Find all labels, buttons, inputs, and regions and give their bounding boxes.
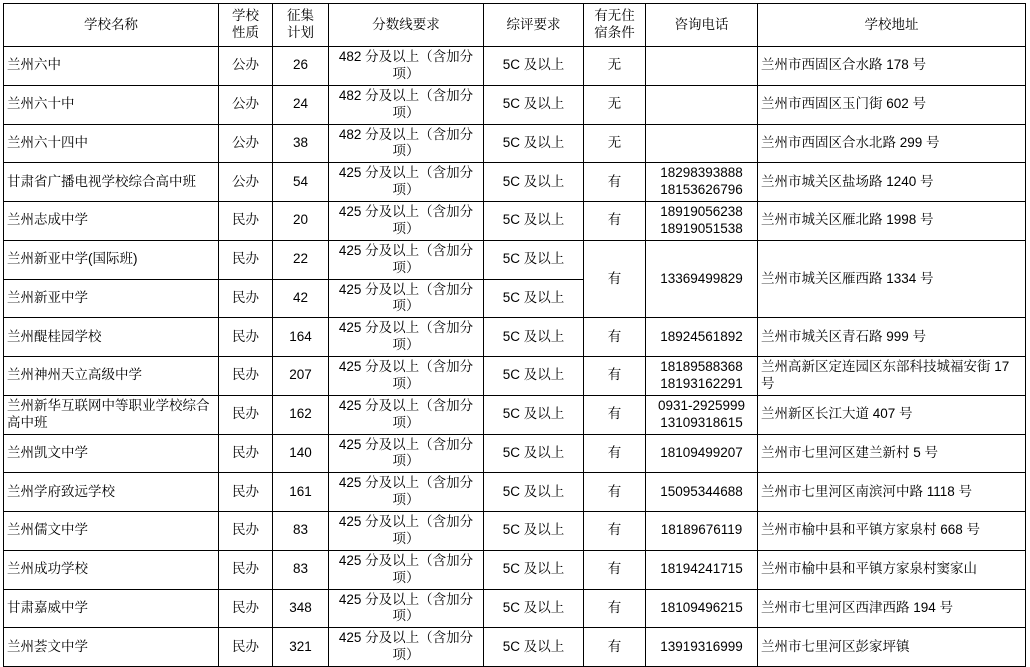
cell-score: 425 分及以上（含加分项） [329,163,484,202]
cell-phone: 13919316999 [646,628,758,667]
cell-plan: 42 [273,279,329,318]
table-row [4,202,1026,241]
cell-school-name: 兰州新华互联网中等职业学校综合高中班 [4,395,219,434]
cell-score: 425 分及以上（含加分项） [329,202,484,241]
cell-school-type: 民办 [219,589,273,628]
cell-school-name: 兰州新亚中学 [4,279,219,318]
cell-school-type: 民办 [219,628,273,667]
cell-eval: 5C 及以上 [484,124,584,163]
cell-phone [646,163,758,202]
cell-eval: 5C 及以上 [484,279,584,318]
cell-address: 兰州市榆中县和平镇方家泉村 668 号 [758,512,1026,551]
cell-plan: 161 [273,473,329,512]
phone-line-2: 18153626796 [660,182,743,198]
cell-school-type: 民办 [219,318,273,357]
cell-school-type: 民办 [219,395,273,434]
cell-eval: 5C 及以上 [484,85,584,124]
cell-school-type: 民办 [219,512,273,551]
cell-dormitory: 有 [584,589,646,628]
table-row [4,473,1026,512]
cell-phone: 18109496215 [646,589,758,628]
cell-school-name: 兰州神州天立高级中学 [4,357,219,396]
cell-dormitory: 有 [584,395,646,434]
cell-address: 兰州市七里河区建兰新村 5 号 [758,434,1026,473]
cell-eval: 5C 及以上 [484,550,584,589]
cell-plan: 140 [273,434,329,473]
cell-address: 兰州高新区定连园区东部科技城福安街 17 号 [758,357,1026,396]
cell-address: 兰州市七里河区彭家坪镇 [758,628,1026,667]
cell-school-type: 民办 [219,279,273,318]
cell-eval: 5C 及以上 [484,589,584,628]
cell-score: 482 分及以上（含加分项） [329,47,484,86]
cell-school-type: 公办 [219,47,273,86]
school-enrollment-table [3,3,1026,667]
header-dormitory-line1: 有无住 [594,8,635,24]
phone-line-1: 0931-2925999 [657,397,746,413]
cell-eval: 5C 及以上 [484,473,584,512]
cell-score: 425 分及以上（含加分项） [329,279,484,318]
table-row [4,163,1026,202]
cell-dormitory: 有 [584,628,646,667]
header-plan-line1: 征集 [287,8,314,24]
cell-address: 兰州新区长江大道 407 号 [758,395,1026,434]
header-school-name: 学校名称 [4,4,219,47]
cell-score: 425 分及以上（含加分项） [329,434,484,473]
cell-dormitory: 有 [584,473,646,512]
cell-school-type: 民办 [219,357,273,396]
cell-phone [646,357,758,396]
cell-school-type: 民办 [219,240,273,279]
cell-address: 兰州市七里河区西津西路 194 号 [758,589,1026,628]
cell-school-type: 公办 [219,163,273,202]
header-school-type-line2: 性质 [232,25,259,40]
table-header-row [4,4,1026,47]
header-plan [273,4,329,47]
header-phone: 咨询电话 [646,4,758,47]
cell-plan: 321 [273,628,329,667]
table-row [4,318,1026,357]
cell-address: 兰州市城关区盐场路 1240 号 [758,163,1026,202]
cell-dormitory: 有 [584,163,646,202]
cell-eval: 5C 及以上 [484,318,584,357]
cell-score: 425 分及以上（含加分项） [329,550,484,589]
cell-address-merged: 兰州市城关区雁西路 1334 号 [758,240,1026,318]
cell-phone: 18189676119 [646,512,758,551]
cell-plan: 22 [273,240,329,279]
cell-school-type: 民办 [219,473,273,512]
phone-line-1: 18919056238 [660,204,743,219]
table-row [4,512,1026,551]
cell-school-name: 兰州儒文中学 [4,512,219,551]
cell-eval: 5C 及以上 [484,512,584,551]
cell-eval: 5C 及以上 [484,163,584,202]
cell-dormitory: 有 [584,357,646,396]
header-school-type [219,4,273,47]
cell-phone [646,395,758,434]
table-row [4,434,1026,473]
cell-plan: 54 [273,163,329,202]
cell-dormitory: 有 [584,550,646,589]
cell-eval: 5C 及以上 [484,240,584,279]
cell-dormitory: 无 [584,85,646,124]
table-row [4,395,1026,434]
cell-plan: 83 [273,550,329,589]
cell-score: 482 分及以上（含加分项） [329,85,484,124]
cell-address: 兰州市西固区合水北路 299 号 [758,124,1026,163]
cell-phone [646,47,758,86]
cell-score: 425 分及以上（含加分项） [329,512,484,551]
cell-plan: 207 [273,357,329,396]
cell-dormitory: 有 [584,434,646,473]
cell-score: 425 分及以上（含加分项） [329,395,484,434]
header-plan-line2: 计划 [287,25,314,40]
cell-eval: 5C 及以上 [484,434,584,473]
table-row [4,47,1026,86]
cell-dormitory: 有 [584,318,646,357]
cell-dormitory: 无 [584,47,646,86]
table-row [4,589,1026,628]
cell-school-name: 兰州六十四中 [4,124,219,163]
cell-score: 425 分及以上（含加分项） [329,240,484,279]
cell-dormitory: 有 [584,512,646,551]
header-address: 学校地址 [758,4,1026,47]
table-row [4,85,1026,124]
header-score-requirement: 分数线要求 [329,4,484,47]
cell-phone [646,202,758,241]
cell-dormitory-merged: 有 [584,240,646,318]
cell-school-type: 民办 [219,550,273,589]
cell-address: 兰州市西固区玉门街 602 号 [758,85,1026,124]
cell-school-type: 公办 [219,124,273,163]
cell-plan: 20 [273,202,329,241]
cell-score: 425 分及以上（含加分项） [329,357,484,396]
cell-eval: 5C 及以上 [484,395,584,434]
cell-score: 425 分及以上（含加分项） [329,473,484,512]
cell-score: 425 分及以上（含加分项） [329,628,484,667]
cell-school-name: 兰州成功学校 [4,550,219,589]
table-row [4,357,1026,396]
cell-plan: 164 [273,318,329,357]
cell-phone: 18194241715 [646,550,758,589]
cell-phone [646,85,758,124]
cell-school-name: 兰州凯文中学 [4,434,219,473]
cell-school-name: 兰州学府致远学校 [4,473,219,512]
header-dormitory-line2: 宿条件 [594,25,635,40]
table-row [4,240,1026,279]
cell-plan: 83 [273,512,329,551]
cell-phone-merged: 13369499829 [646,240,758,318]
cell-score: 425 分及以上（含加分项） [329,318,484,357]
cell-school-name: 甘肃嘉威中学 [4,589,219,628]
cell-plan: 38 [273,124,329,163]
cell-school-name: 兰州荟文中学 [4,628,219,667]
table-row [4,550,1026,589]
phone-line-1: 18298393888 [660,165,743,181]
cell-dormitory: 有 [584,202,646,241]
table-row [4,124,1026,163]
cell-school-name: 兰州新亚中学(国际班) [4,240,219,279]
cell-phone [646,124,758,163]
cell-score: 482 分及以上（含加分项） [329,124,484,163]
cell-school-name: 兰州六十中 [4,85,219,124]
cell-eval: 5C 及以上 [484,202,584,241]
cell-school-type: 民办 [219,434,273,473]
cell-score: 425 分及以上（含加分项） [329,589,484,628]
cell-address: 兰州市榆中县和平镇方家泉村窦家山 [758,550,1026,589]
cell-address: 兰州市城关区青石路 999 号 [758,318,1026,357]
cell-phone: 15095344688 [646,473,758,512]
cell-school-name: 甘肃省广播电视学校综合高中班 [4,163,219,202]
phone-line-1: 18189588368 [660,359,743,374]
cell-plan: 26 [273,47,329,86]
cell-plan: 162 [273,395,329,434]
header-evaluation-requirement: 综评要求 [484,4,584,47]
cell-address: 兰州市西固区合水路 178 号 [758,47,1026,86]
cell-school-type: 民办 [219,202,273,241]
cell-plan: 348 [273,589,329,628]
cell-school-type: 公办 [219,85,273,124]
cell-school-name: 兰州六中 [4,47,219,86]
cell-dormitory: 无 [584,124,646,163]
cell-school-name: 兰州醍桂园学校 [4,318,219,357]
phone-line-2: 13109318615 [660,414,743,430]
phone-line-2: 18919051538 [660,220,743,236]
header-dormitory [584,4,646,47]
cell-address: 兰州市城关区雁北路 1998 号 [758,202,1026,241]
cell-eval: 5C 及以上 [484,357,584,396]
cell-eval: 5C 及以上 [484,628,584,667]
cell-phone: 18924561892 [646,318,758,357]
header-school-type-line1: 学校 [232,8,259,24]
phone-line-2: 18193162291 [660,375,743,391]
cell-eval: 5C 及以上 [484,47,584,86]
table-row [4,628,1026,667]
cell-address: 兰州市七里河区南滨河中路 1118 号 [758,473,1026,512]
cell-plan: 24 [273,85,329,124]
cell-phone: 18109499207 [646,434,758,473]
cell-school-name: 兰州志成中学 [4,202,219,241]
